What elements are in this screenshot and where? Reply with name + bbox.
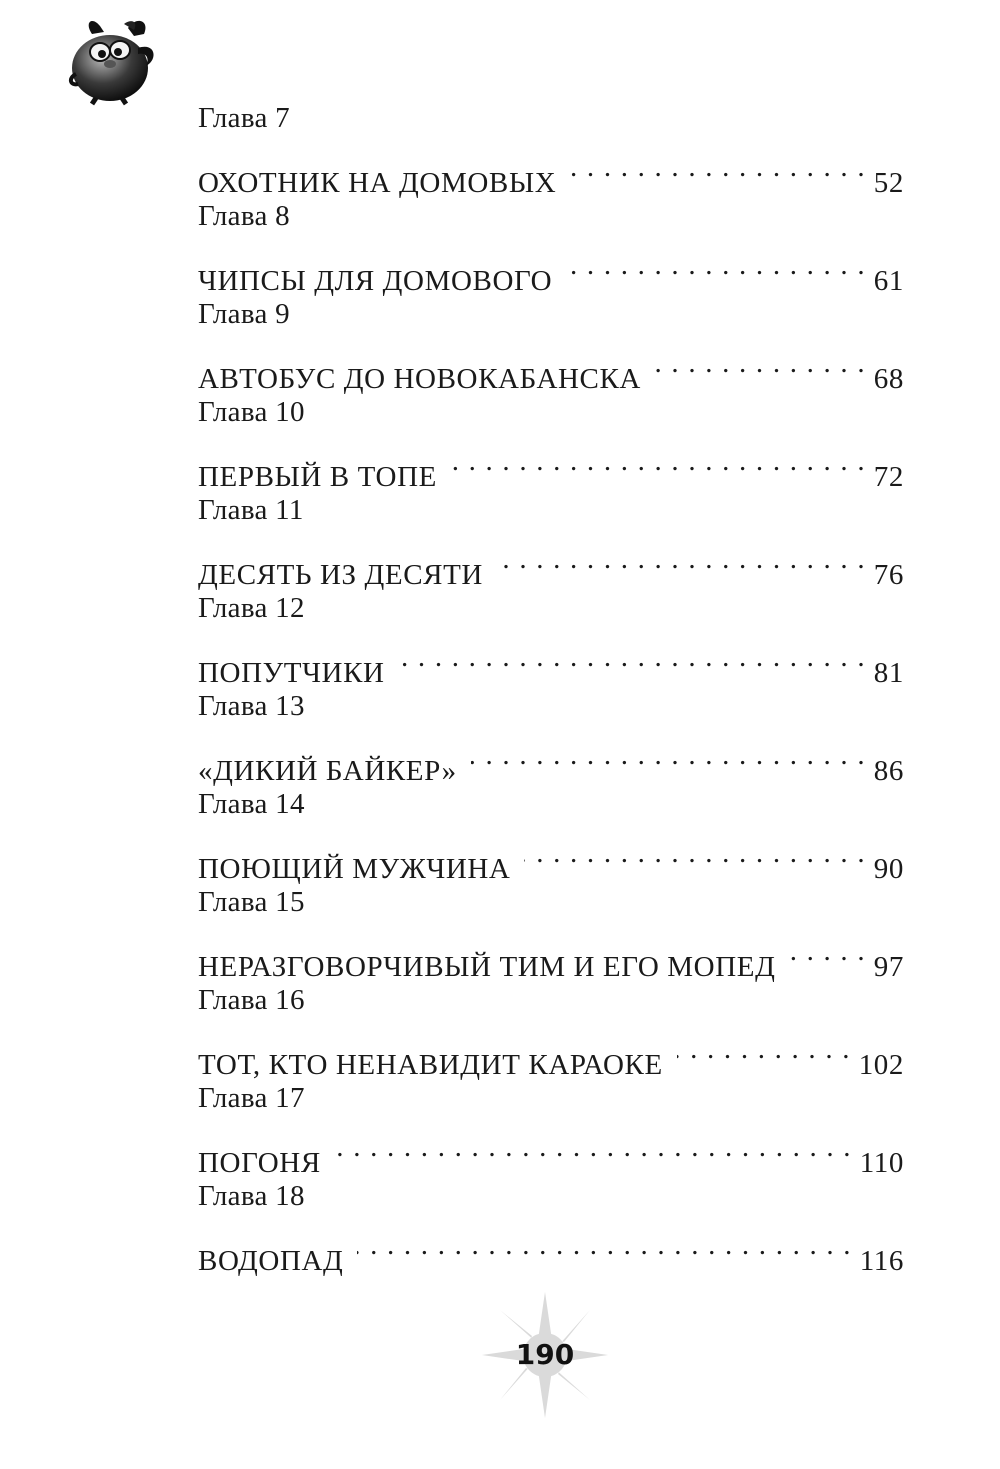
toc-entry[interactable] <box>198 1122 904 1179</box>
chapter-page-number: 72 <box>873 461 904 493</box>
chapter-page-number: 52 <box>873 167 904 199</box>
dot-leader <box>677 1024 851 1074</box>
toc-chapter <box>198 682 904 787</box>
chapter-page-number: 76 <box>873 559 904 591</box>
chapter-title: «ДИКИЙ БАЙКЕР» <box>198 755 457 787</box>
chapter-page-number: 86 <box>873 755 904 787</box>
dot-leader <box>471 730 866 780</box>
chapter-page-number: 81 <box>873 657 904 689</box>
chapter-title: ПОГОНЯ <box>198 1147 321 1179</box>
chapter-title: ПОЮЩИЙ МУЖЧИНА <box>198 853 511 885</box>
dot-leader <box>789 926 865 976</box>
chapter-page-number: 102 <box>858 1049 904 1081</box>
toc-entry[interactable] <box>198 828 904 885</box>
chapter-title: ЧИПСЫ ДЛЯ ДОМОВОГО <box>198 265 553 297</box>
dot-leader <box>497 534 866 584</box>
toc-entry[interactable] <box>198 240 904 297</box>
chapter-label: Глава 17 <box>198 1082 305 1114</box>
dot-leader <box>399 632 866 682</box>
dot-leader <box>524 828 865 878</box>
chapter-title: ПЕРВЫЙ В ТОПЕ <box>198 461 437 493</box>
dot-leader <box>655 338 866 388</box>
chapter-title: ТОТ, КТО НЕНАВИДИТ КАРАОКЕ <box>198 1049 663 1081</box>
chapter-page-number: 61 <box>873 265 904 297</box>
dot-leader <box>357 1220 851 1270</box>
table-of-contents <box>198 94 904 1277</box>
chapter-title: ОХОТНИК НА ДОМОВЫХ <box>198 167 557 199</box>
chapter-label: Глава 10 <box>198 396 305 428</box>
toc-chapter <box>198 780 904 885</box>
chapter-label: Глава 8 <box>198 200 290 232</box>
dot-leader <box>451 436 866 486</box>
toc-entry[interactable] <box>198 1024 904 1081</box>
toc-chapter <box>198 1172 904 1277</box>
domovoi-mascot-icon <box>62 14 162 106</box>
chapter-page-number: 97 <box>873 951 904 983</box>
toc-chapter <box>198 94 904 199</box>
chapter-page-number: 116 <box>859 1245 904 1277</box>
chapter-label: Глава 7 <box>198 102 290 134</box>
chapter-title: ВОДОПАД <box>198 1245 344 1277</box>
chapter-label: Глава 18 <box>198 1180 305 1212</box>
toc-chapter <box>198 584 904 689</box>
toc-chapter <box>198 878 904 983</box>
toc-entry[interactable] <box>198 338 904 395</box>
dot-leader <box>566 240 866 290</box>
chapter-label: Глава 11 <box>198 494 304 526</box>
toc-entry[interactable] <box>198 142 904 199</box>
chapter-title: ДЕСЯТЬ ИЗ ДЕСЯТИ <box>198 559 483 591</box>
chapter-page-number: 90 <box>873 853 904 885</box>
chapter-title: ПОПУТЧИКИ <box>198 657 385 689</box>
chapter-title: НЕРАЗГОВОРЧИВЫЙ ТИМ И ЕГО МОПЕД <box>198 951 776 983</box>
toc-entry[interactable] <box>198 632 904 689</box>
toc-entry[interactable] <box>198 436 904 493</box>
toc-entry[interactable] <box>198 926 904 983</box>
chapter-label: Глава 13 <box>198 690 305 722</box>
page-number: 190 <box>515 1338 575 1371</box>
dot-leader <box>570 142 866 192</box>
chapter-label: Глава 12 <box>198 592 305 624</box>
toc-entry[interactable] <box>198 730 904 787</box>
toc-entry[interactable] <box>198 1220 904 1277</box>
chapter-page-number: 110 <box>859 1147 904 1179</box>
dot-leader <box>335 1122 852 1172</box>
chapter-label: Глава 16 <box>198 984 305 1016</box>
chapter-label: Глава 9 <box>198 298 290 330</box>
toc-entry[interactable] <box>198 534 904 591</box>
chapter-page-number: 68 <box>873 363 904 395</box>
chapter-label: Глава 15 <box>198 886 305 918</box>
chapter-label: Глава 14 <box>198 788 305 820</box>
chapter-title: АВТОБУС ДО НОВОКАБАНСКА <box>198 363 641 395</box>
page-folio <box>480 1290 610 1420</box>
